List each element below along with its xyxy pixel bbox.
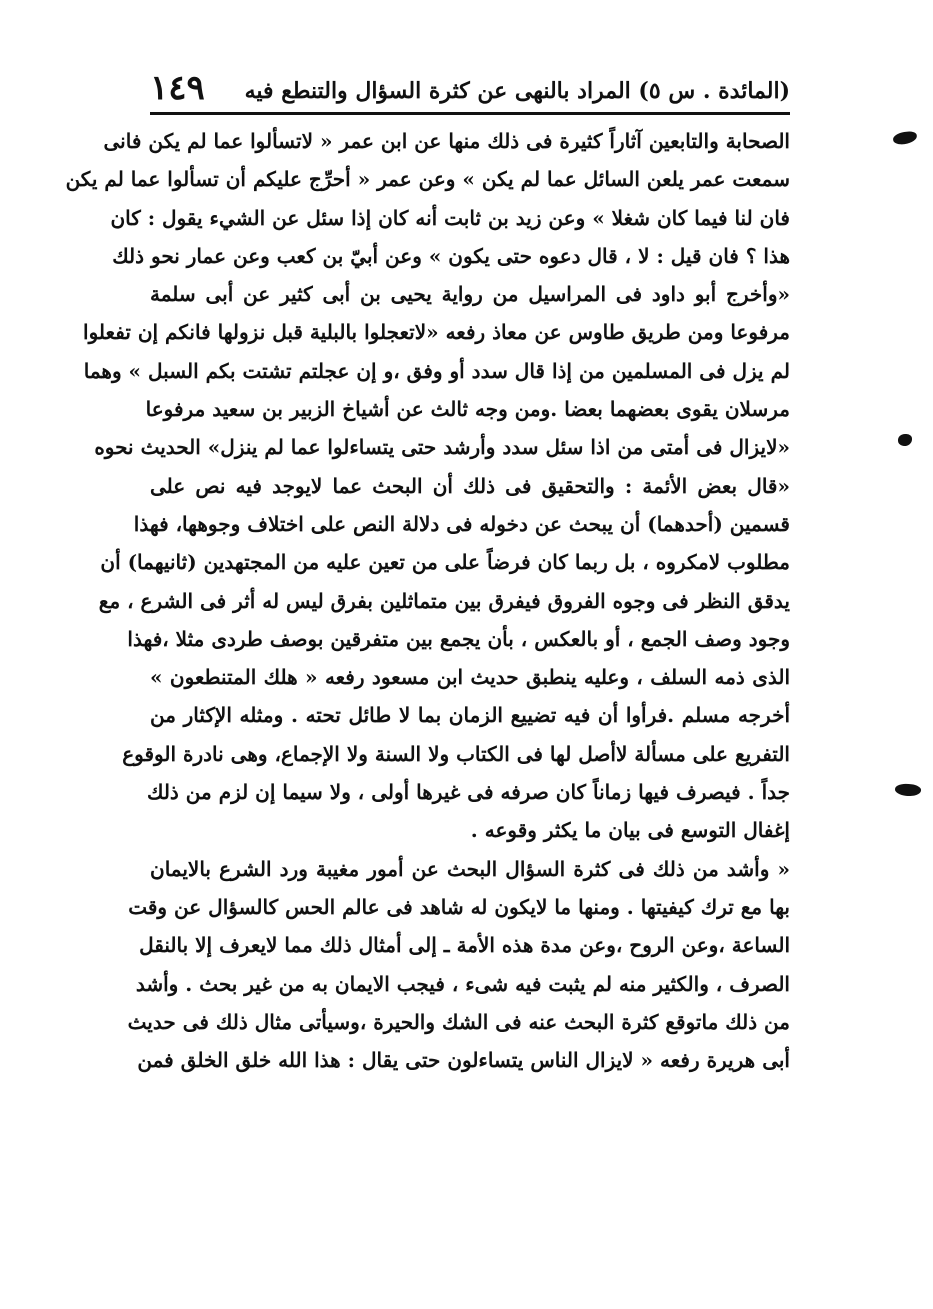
text-line: «قال بعض الأئمة : والتحقيق فى ذلك أن البحث عما لايوجد فيه نص على (150, 473, 790, 498)
ink-blot (898, 434, 912, 446)
header-rule (150, 112, 790, 115)
text-line: لم يزل فى المسلمين من إذا قال سدد أو وفق ،و إن عجلتم تشتت بكم السبل » وهما (83, 358, 790, 383)
ink-blot (892, 130, 917, 145)
body-text (65, 122, 791, 1079)
text-line: جداً . فيصرف فيها زماناً كان صرفه فى غيرها أولى ، ولا سيما إن لزم من ذلك (146, 780, 790, 805)
text-line: سمعت عمر يلعن السائل عما لم يكن » وعن عمر « أحرِّج عليكم أن تسألوا عما لم يكن (65, 167, 790, 192)
text-line: الصرف ، والكثير منه لم يثبت فيه شىء ، فيجب الايمان به من غير بحث . وأشد (135, 971, 790, 996)
text-line: أبى هريرة رفعه « لايزال الناس يتساءلون حتى يقال : هذا الله خلق الخلق فمن (137, 1048, 790, 1073)
text-line: قسمين (أحدهما) أن يبحث عن دخوله فى دلالة النص على اختلاف وجوهها، فهذا (133, 511, 790, 536)
text-line: يدقق النظر فى وجوه الفروق فيفرق بين متماثلين بفرق ليس له أثر فى الشرع ، مع (98, 588, 790, 613)
text-line: «وأخرج أبو داود فى المراسيل من رواية يحيى بن أبى كثير عن أبى سلمة (150, 282, 790, 307)
text-line: هذا ؟ فان قيل : لا ، قال دعوه حتى يكون » وعن أبيّ بن كعب وعن عمار نحو ذلك (112, 243, 790, 268)
ink-blot (894, 783, 921, 798)
text-line: مطلوب لامكروه ، بل ربما كان فرضاً على من تعين عليه من المجتهدين (ثانيهما) أن (100, 550, 790, 575)
text-line: بها مع ترك كيفيتها . ومنها ما لايكون له شاهد فى عالم الحس كالسؤال عن وقت (128, 894, 790, 919)
text-line: التفريع على مسألة لاأصل لها فى الكتاب ولا السنة ولا الإجماع، وهى نادرة الوقوع (122, 741, 790, 766)
text-line: مرسلان يقوى بعضهما بعضا .ومن وجه ثالث عن أشياخ الزبير بن سعيد مرفوعا (145, 397, 790, 422)
page-header (150, 58, 790, 110)
text-line: الصحابة والتابعين آثاراً كثيرة فى ذلك منها عن ابن عمر « لاتسألوا عما لم يكن فانى (103, 129, 790, 153)
page-number: ١٤٩ (150, 68, 205, 108)
text-line: وجود وصف الجمع ، أو بالعكس ، بأن يجمع بين متفرقين بوصف طردى مثلا ،فهذا (127, 626, 790, 651)
text-line: «لايزال فى أمتى من اذا سئل سدد وأرشد حتى يتساءلوا عما لم ينزل» الحديث نحوه (94, 435, 790, 460)
text-line: الذى ذمه السلف ، وعليه ينطبق حديث ابن مسعود رفعه « هلك المتنطعون » (150, 665, 791, 690)
text-line: من ذلك ماتوقع كثرة البحث عنه فى الشك والحيرة ،وسيأتى مثال ذلك فى حديث (127, 1009, 790, 1034)
text-line: فان لنا فيما كان شغلا » وعن زيد بن ثابت أنه كان إذا سئل عن الشيء يقول : كان (110, 205, 790, 230)
text-line: الساعة ،وعن الروح ،وعن مدة هذه الأمة ـ إلى أمثال ذلك مما لايعرف إلا بالنقل (139, 933, 790, 958)
text-line: إغفال التوسع فى بيان ما يكثر وقوعه . (470, 818, 790, 843)
text-line: « وأشد من ذلك فى كثرة السؤال البحث عن أمور مغيبة ورد الشرع بالايمان (150, 856, 790, 881)
text-line: أخرجه مسلم .فرأوا أن فيه تضييع الزمان بما لا طائل تحته . ومثله الإكثار من (150, 703, 790, 728)
running-title: (المائدة . س ٥) المراد بالنهى عن كثرة السؤال والتنطع فيه (244, 78, 790, 104)
text-line: مرفوعا ومن طريق طاوس عن معاذ رفعه «لاتعجلوا بالبلية قبل نزولها فانكم إن تفعلوا (83, 320, 790, 345)
